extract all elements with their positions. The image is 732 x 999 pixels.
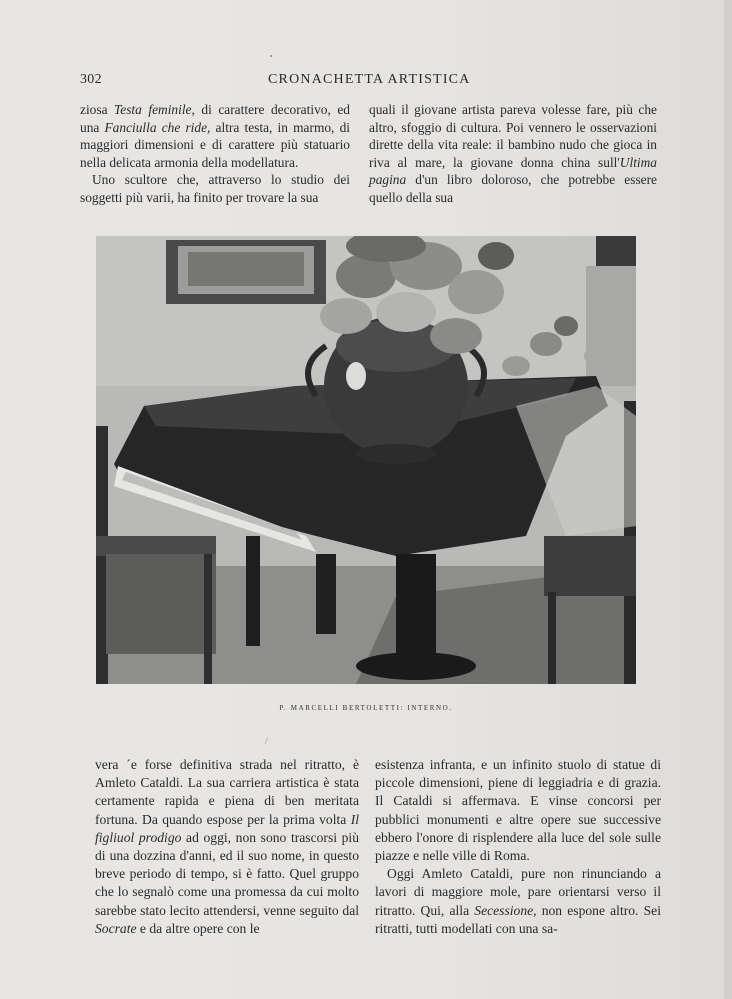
running-head: CRONACHETTA ARTISTICA (268, 72, 471, 87)
paragraph (80, 171, 350, 206)
painting-interior-piano-flowers (96, 236, 636, 684)
italic-text: Socrate (95, 920, 137, 936)
print-speck (270, 55, 272, 57)
text-run: d'un libro doloroso, che potrebbe essere quello della sua (369, 172, 657, 205)
italic-text: Ultima pagina (369, 154, 657, 188)
text-run: e da altre opere con le (136, 920, 260, 936)
column-top-right (369, 101, 657, 207)
text-run: Oggi Amleto Cataldi, pure non rinunciando a lavori di maggiore mole, pare orientarsi verso il ritratto. Qui, alla (375, 866, 661, 918)
stray-mark: / (265, 735, 269, 747)
paragraph (95, 756, 359, 938)
painting-reproduction (96, 236, 636, 684)
italic-text: Testa feminile, (114, 102, 195, 117)
paragraph (80, 101, 350, 171)
text-run: non espone altro. Sei ritratti, tutti modellati con una sa- (375, 902, 661, 936)
column-bottom-right (375, 756, 661, 938)
column-bottom-left (95, 756, 359, 938)
text-run: Uno scultore che, attraverso lo studio dei soggetti più varii, ha finito per trovare la sua (80, 172, 350, 205)
text-run: altra testa, in marmo, di maggiori dimensioni e di carattere più statuario nella delicata armonia della modellatura. (80, 119, 350, 170)
text-run: esistenza infranta, e un infinito stuolo di statue di piccole dimensioni, piene di leggiadria e di grazia. Il Cataldi si affermava. E vinse concorsi per pubblici monumenti e altre opere sue successive ebbero l'onore di risplendere alla luce del sole sulle piazze e nelle ville di Roma. (375, 757, 661, 864)
italic-text: Il figliuol prodigo (95, 811, 359, 845)
paragraph (375, 756, 661, 865)
figure-caption: P. MARCELLI BERTOLETTI: INTERNO. (279, 704, 453, 712)
text-run: vera ´e forse definitiva strada nel ritratto, è Amleto Cataldi. La sua carriera artistica è stata certamente rapida e piena di ben meritata fortuna. Da quando espose per la prima volta (95, 757, 359, 827)
text-run: di carattere decorativo, ed una (80, 102, 350, 135)
paragraph (369, 101, 657, 207)
column-top-left (80, 101, 350, 207)
italic-text: Fanciulla che ride, (104, 119, 211, 135)
text-run: ziosa (80, 102, 115, 117)
page-edge (724, 0, 732, 999)
text-run: quali il giovane artista pareva volesse fare, più che altro, sfoggio di cultura. Poi vennero le osservazioni dirette della vita reale: il bambino nudo che gioca in riva al mare, la giovane donna china sull' (369, 102, 657, 170)
text-run: ad oggi, non sono trascorsi più di una dozzina d'anni, ed il suo nome, in questo breve periodo di tempo, si è fatto. Quel gruppo che lo segnalò come una promessa da cui molto sarebbe stato lecito attendersi, venne seguito dal (95, 829, 359, 918)
paragraph (375, 865, 661, 938)
italic-text: Secessione, (474, 902, 537, 918)
page-number: 302 (80, 72, 102, 87)
